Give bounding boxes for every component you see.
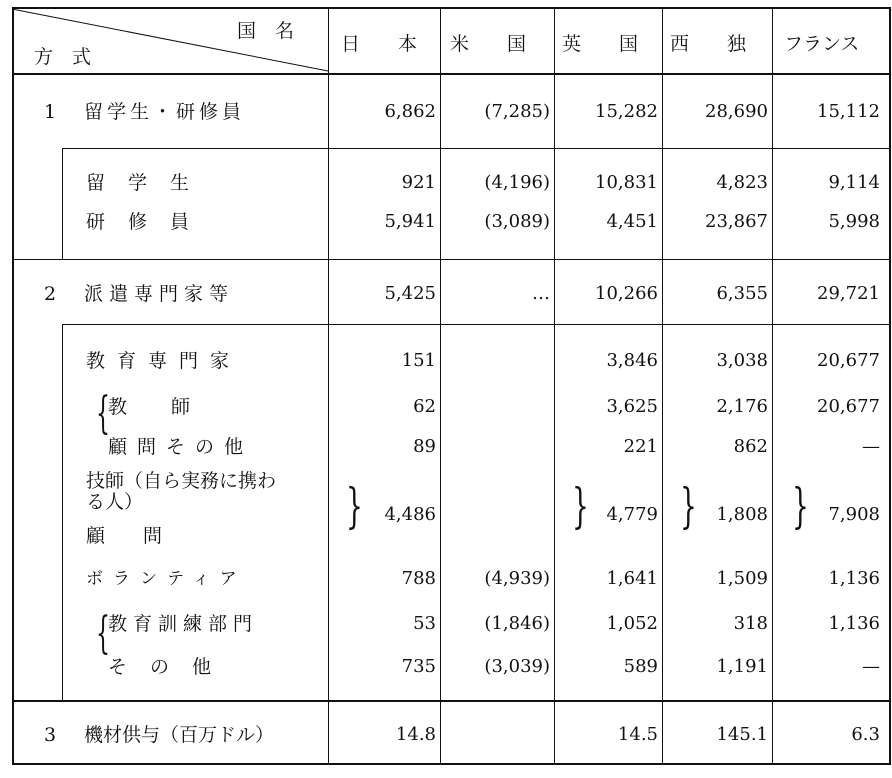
cell-value: 9,114 — [828, 172, 880, 193]
cell-value: 10,266 — [595, 283, 658, 304]
subgroup-marker — [62, 148, 63, 259]
header-country-label: 国 名 — [237, 20, 295, 42]
cell-value: 20,677 — [817, 396, 880, 417]
row-label: 留学生・研修員 — [84, 101, 246, 123]
row-label: 教育専門家 — [86, 350, 242, 372]
row-label: 顧問その他 — [108, 436, 254, 458]
row-label: ボランティア — [86, 569, 247, 589]
cell-value: 921 — [401, 172, 436, 193]
col-divider — [554, 8, 555, 764]
cell-value: 4,451 — [606, 211, 658, 232]
cell-value: — — [862, 656, 880, 677]
cell-value: 4,486 — [384, 504, 436, 525]
row-label: 研 修 員 — [86, 211, 192, 233]
col-divider — [662, 8, 663, 764]
cell-value: 20,677 — [817, 350, 880, 371]
cell-value: 735 — [401, 656, 436, 677]
cell-value: 1,136 — [828, 613, 880, 634]
header-method-label: 方 式 — [34, 46, 92, 68]
section-rule — [12, 259, 890, 260]
row-label: 教 師 — [108, 396, 193, 418]
left-brace: { — [96, 608, 110, 659]
cell-value: 23,867 — [705, 211, 768, 232]
group-rule — [62, 324, 890, 325]
cell-value: 6,862 — [384, 101, 436, 122]
cell-value: 151 — [401, 350, 436, 371]
cell-value: 2,176 — [716, 396, 768, 417]
row-index: 2 — [44, 283, 57, 305]
cell-value: 6.3 — [851, 724, 880, 745]
cell-value: 4,823 — [716, 172, 768, 193]
row-label: 機材供与（百万ドル） — [84, 724, 275, 746]
group-rule — [62, 148, 890, 149]
right-brace: } — [346, 478, 363, 534]
cell-value: 15,112 — [817, 101, 880, 122]
cell-value: 1,052 — [606, 613, 658, 634]
cell-value: 1,641 — [606, 568, 658, 589]
cell-value: 5,998 — [828, 211, 880, 232]
cell-value: 221 — [623, 436, 658, 457]
col-header-west-germany: 西 独 — [670, 33, 747, 55]
cell-value: 53 — [413, 613, 436, 634]
cell-value: 862 — [733, 436, 768, 457]
cell-value: (1,846) — [484, 613, 550, 634]
col-divider — [772, 8, 773, 764]
right-brace: } — [680, 478, 697, 534]
col-divider — [328, 8, 329, 764]
section-rule — [12, 700, 890, 702]
right-brace: } — [792, 478, 809, 534]
row-label: る人） — [86, 491, 144, 513]
cell-value: 1,191 — [716, 656, 768, 677]
cell-value: 6,355 — [716, 283, 768, 304]
cell-value: 5,941 — [384, 211, 436, 232]
cell-value: 29,721 — [817, 283, 880, 304]
cell-value: 1,136 — [828, 568, 880, 589]
cell-value: 7,908 — [828, 504, 880, 525]
cell-value: (3,089) — [484, 211, 550, 232]
cell-value: (3,039) — [484, 656, 550, 677]
cell-value: 28,690 — [705, 101, 768, 122]
cell-value: (4,196) — [484, 172, 550, 193]
cell-value: 62 — [413, 396, 436, 417]
cell-value: (4,939) — [484, 568, 550, 589]
cell-value: 14.8 — [395, 724, 436, 745]
row-label: 派遣専門家等 — [84, 283, 235, 305]
cell-value: … — [532, 283, 550, 304]
col-header-france: フランス — [784, 33, 860, 55]
cell-value: 318 — [733, 613, 768, 634]
header-rule — [12, 73, 890, 75]
cell-value: (7,285) — [484, 101, 550, 122]
right-brace: } — [572, 478, 589, 534]
cell-value: 3,625 — [606, 396, 658, 417]
cell-value: 3,846 — [606, 350, 658, 371]
cell-value: 15,282 — [595, 101, 658, 122]
col-header-usa: 米 国 — [450, 33, 527, 55]
cell-value: 4,779 — [606, 504, 658, 525]
row-index: 1 — [44, 101, 57, 123]
row-label: 顧 問 — [86, 525, 163, 547]
cell-value: 1,509 — [716, 568, 768, 589]
col-divider — [440, 8, 441, 764]
cell-value: 589 — [623, 656, 658, 677]
row-label: 留 学 生 — [86, 172, 192, 194]
row-label: そ の 他 — [108, 656, 214, 678]
row-index: 3 — [44, 724, 57, 746]
cell-value: 14.5 — [617, 724, 658, 745]
col-header-japan: 日 本 — [341, 33, 418, 55]
cell-value: 10,831 — [595, 172, 658, 193]
cell-value: 1,808 — [716, 504, 768, 525]
row-label: 教育訓練部門 — [108, 613, 259, 635]
col-header-uk: 英 国 — [562, 33, 639, 55]
row-label: 技師（自ら実務に携わ — [86, 470, 277, 492]
cell-value: 5,425 — [384, 283, 436, 304]
cell-value: 89 — [413, 436, 436, 457]
cell-value: 3,038 — [716, 350, 768, 371]
cell-value: 788 — [401, 568, 436, 589]
cell-value: — — [862, 436, 880, 457]
subgroup-marker — [62, 324, 63, 700]
left-brace: { — [96, 388, 110, 439]
cell-value: 145.1 — [716, 724, 768, 745]
